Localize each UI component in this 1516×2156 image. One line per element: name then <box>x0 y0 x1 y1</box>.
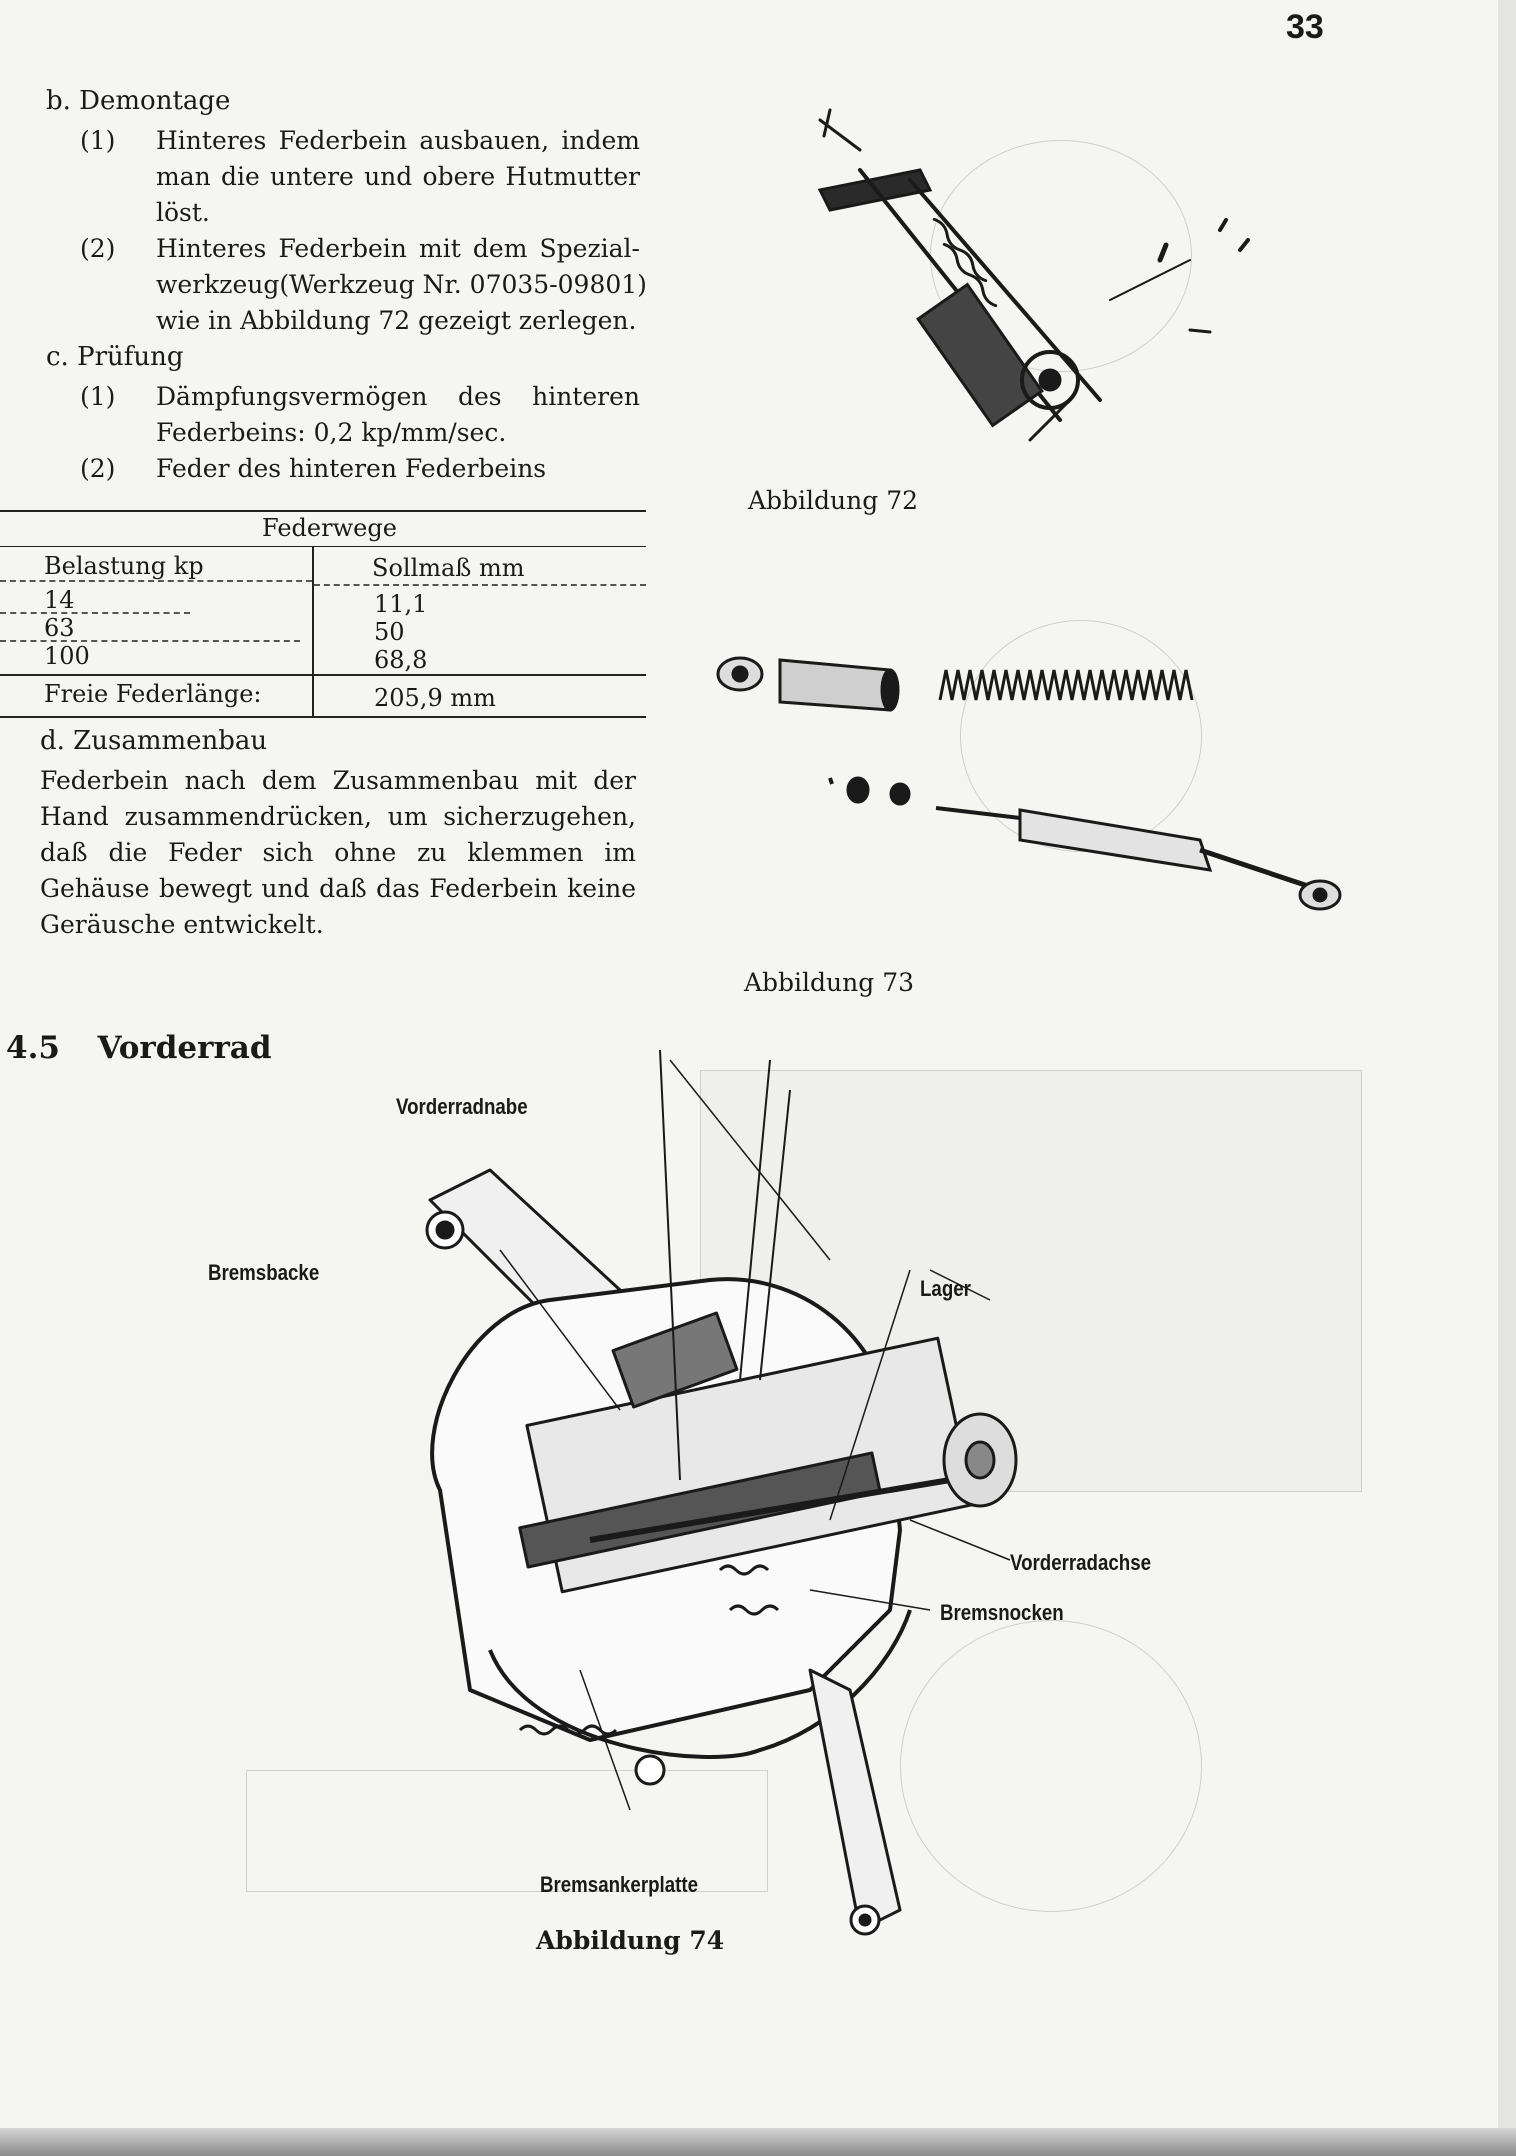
label-lager: Lager <box>920 1276 971 1301</box>
upper-housing <box>780 660 890 710</box>
shock-body <box>918 285 1042 426</box>
zusammenbau-line-4: Gehäuse bewegt und daß das Federbein keine <box>40 874 636 903</box>
table-row-1-target: 11,1 <box>374 590 428 618</box>
demontage-item-2-line-1: Hinteres Federbein mit dem Spezial- <box>156 234 640 263</box>
pruefung-item-1-line-1: Dämpfungsvermögen des hinteren <box>156 382 640 411</box>
demontage-item-1-line-2: man die untere und obere Hutmutter <box>156 162 640 191</box>
pruefung-heading: c. Prüfung <box>46 342 184 372</box>
demontage-item-2-line-3: wie in Abbildung 72 gezeigt zerlegen. <box>156 306 637 335</box>
zusammenbau-line-5: Geräusche entwickelt. <box>40 910 324 939</box>
table-free-length-value: 205,9 mm <box>374 684 496 712</box>
figure-72-drawing <box>800 100 1340 460</box>
figure-74-caption: Abbildung 74 <box>536 1926 725 1955</box>
piston-rod <box>936 808 1020 818</box>
table-free-length-label: Freie Federlänge: <box>44 680 262 708</box>
fork-lower <box>810 1670 900 1930</box>
chapter-number: 4.5 <box>6 1030 60 1066</box>
demontage-item-1-num: (1) <box>80 126 116 155</box>
chapter-title: Vorderrad <box>97 1030 272 1066</box>
figure-72-caption: Abbildung 72 <box>748 486 919 515</box>
main-spring <box>940 670 1192 700</box>
pruefung-item-1-line-2: Federbeins: 0,2 kp/mm/sec. <box>156 418 507 447</box>
label-vorderradnabe: Vorderradnabe <box>396 1094 528 1119</box>
table-title: Federwege <box>262 514 397 542</box>
page-number: 33 <box>1286 8 1324 46</box>
table-header-load: Belastung kp <box>44 552 204 580</box>
pruefung-item-2-line-1: Feder des hinteren Federbeins <box>156 454 547 483</box>
table-row-1-load: 14 <box>44 586 75 614</box>
label-bremsbacke: Bremsbacke <box>208 1260 320 1285</box>
zusammenbau-line-1: Federbein nach dem Zusammenbau mit der <box>40 766 636 795</box>
pruefung-item-1-num: (1) <box>80 382 116 411</box>
table-header-target: Sollmaß mm <box>372 554 525 582</box>
page-edge <box>1498 0 1516 2156</box>
chapter-heading <box>6 1030 272 1066</box>
label-bremsankerplatte: Bremsankerplatte <box>540 1872 698 1897</box>
table-row-3-target: 68,8 <box>374 646 428 674</box>
zusammenbau-line-2: Hand zusammendrücken, um sicherzugehen, <box>40 802 636 831</box>
table-row-3-load: 100 <box>44 642 90 670</box>
lower-damper-body <box>1020 810 1210 870</box>
spring-seat <box>848 778 868 802</box>
scan-bottom-shadow <box>0 2128 1516 2156</box>
zusammenbau-heading: d. Zusammenbau <box>40 726 268 756</box>
demontage-item-1-line-3: löst. <box>156 198 210 227</box>
figure-73-caption: Abbildung 73 <box>744 968 915 997</box>
label-bremsnocken: Bremsnocken <box>940 1600 1064 1625</box>
demontage-item-1-line-1: Hinteres Federbein ausbauen, indem <box>156 126 640 155</box>
figure-73-drawing <box>700 640 1360 930</box>
table-row-2-load: 63 <box>44 614 75 642</box>
pruefung-item-2-num: (2) <box>80 454 116 483</box>
demontage-heading: b. Demontage <box>46 86 231 116</box>
demontage-item-2-line-2: werkzeug(Werkzeug Nr. 07035-09801) <box>156 270 647 299</box>
figure-74-drawing <box>290 1050 1350 1980</box>
zusammenbau-line-3: daß die Feder sich ohne zu klemmen im <box>40 838 636 867</box>
label-vorderradachse: Vorderradachse <box>1010 1550 1152 1575</box>
table-row-2-target: 50 <box>374 618 405 646</box>
demontage-item-2-num: (2) <box>80 234 116 263</box>
